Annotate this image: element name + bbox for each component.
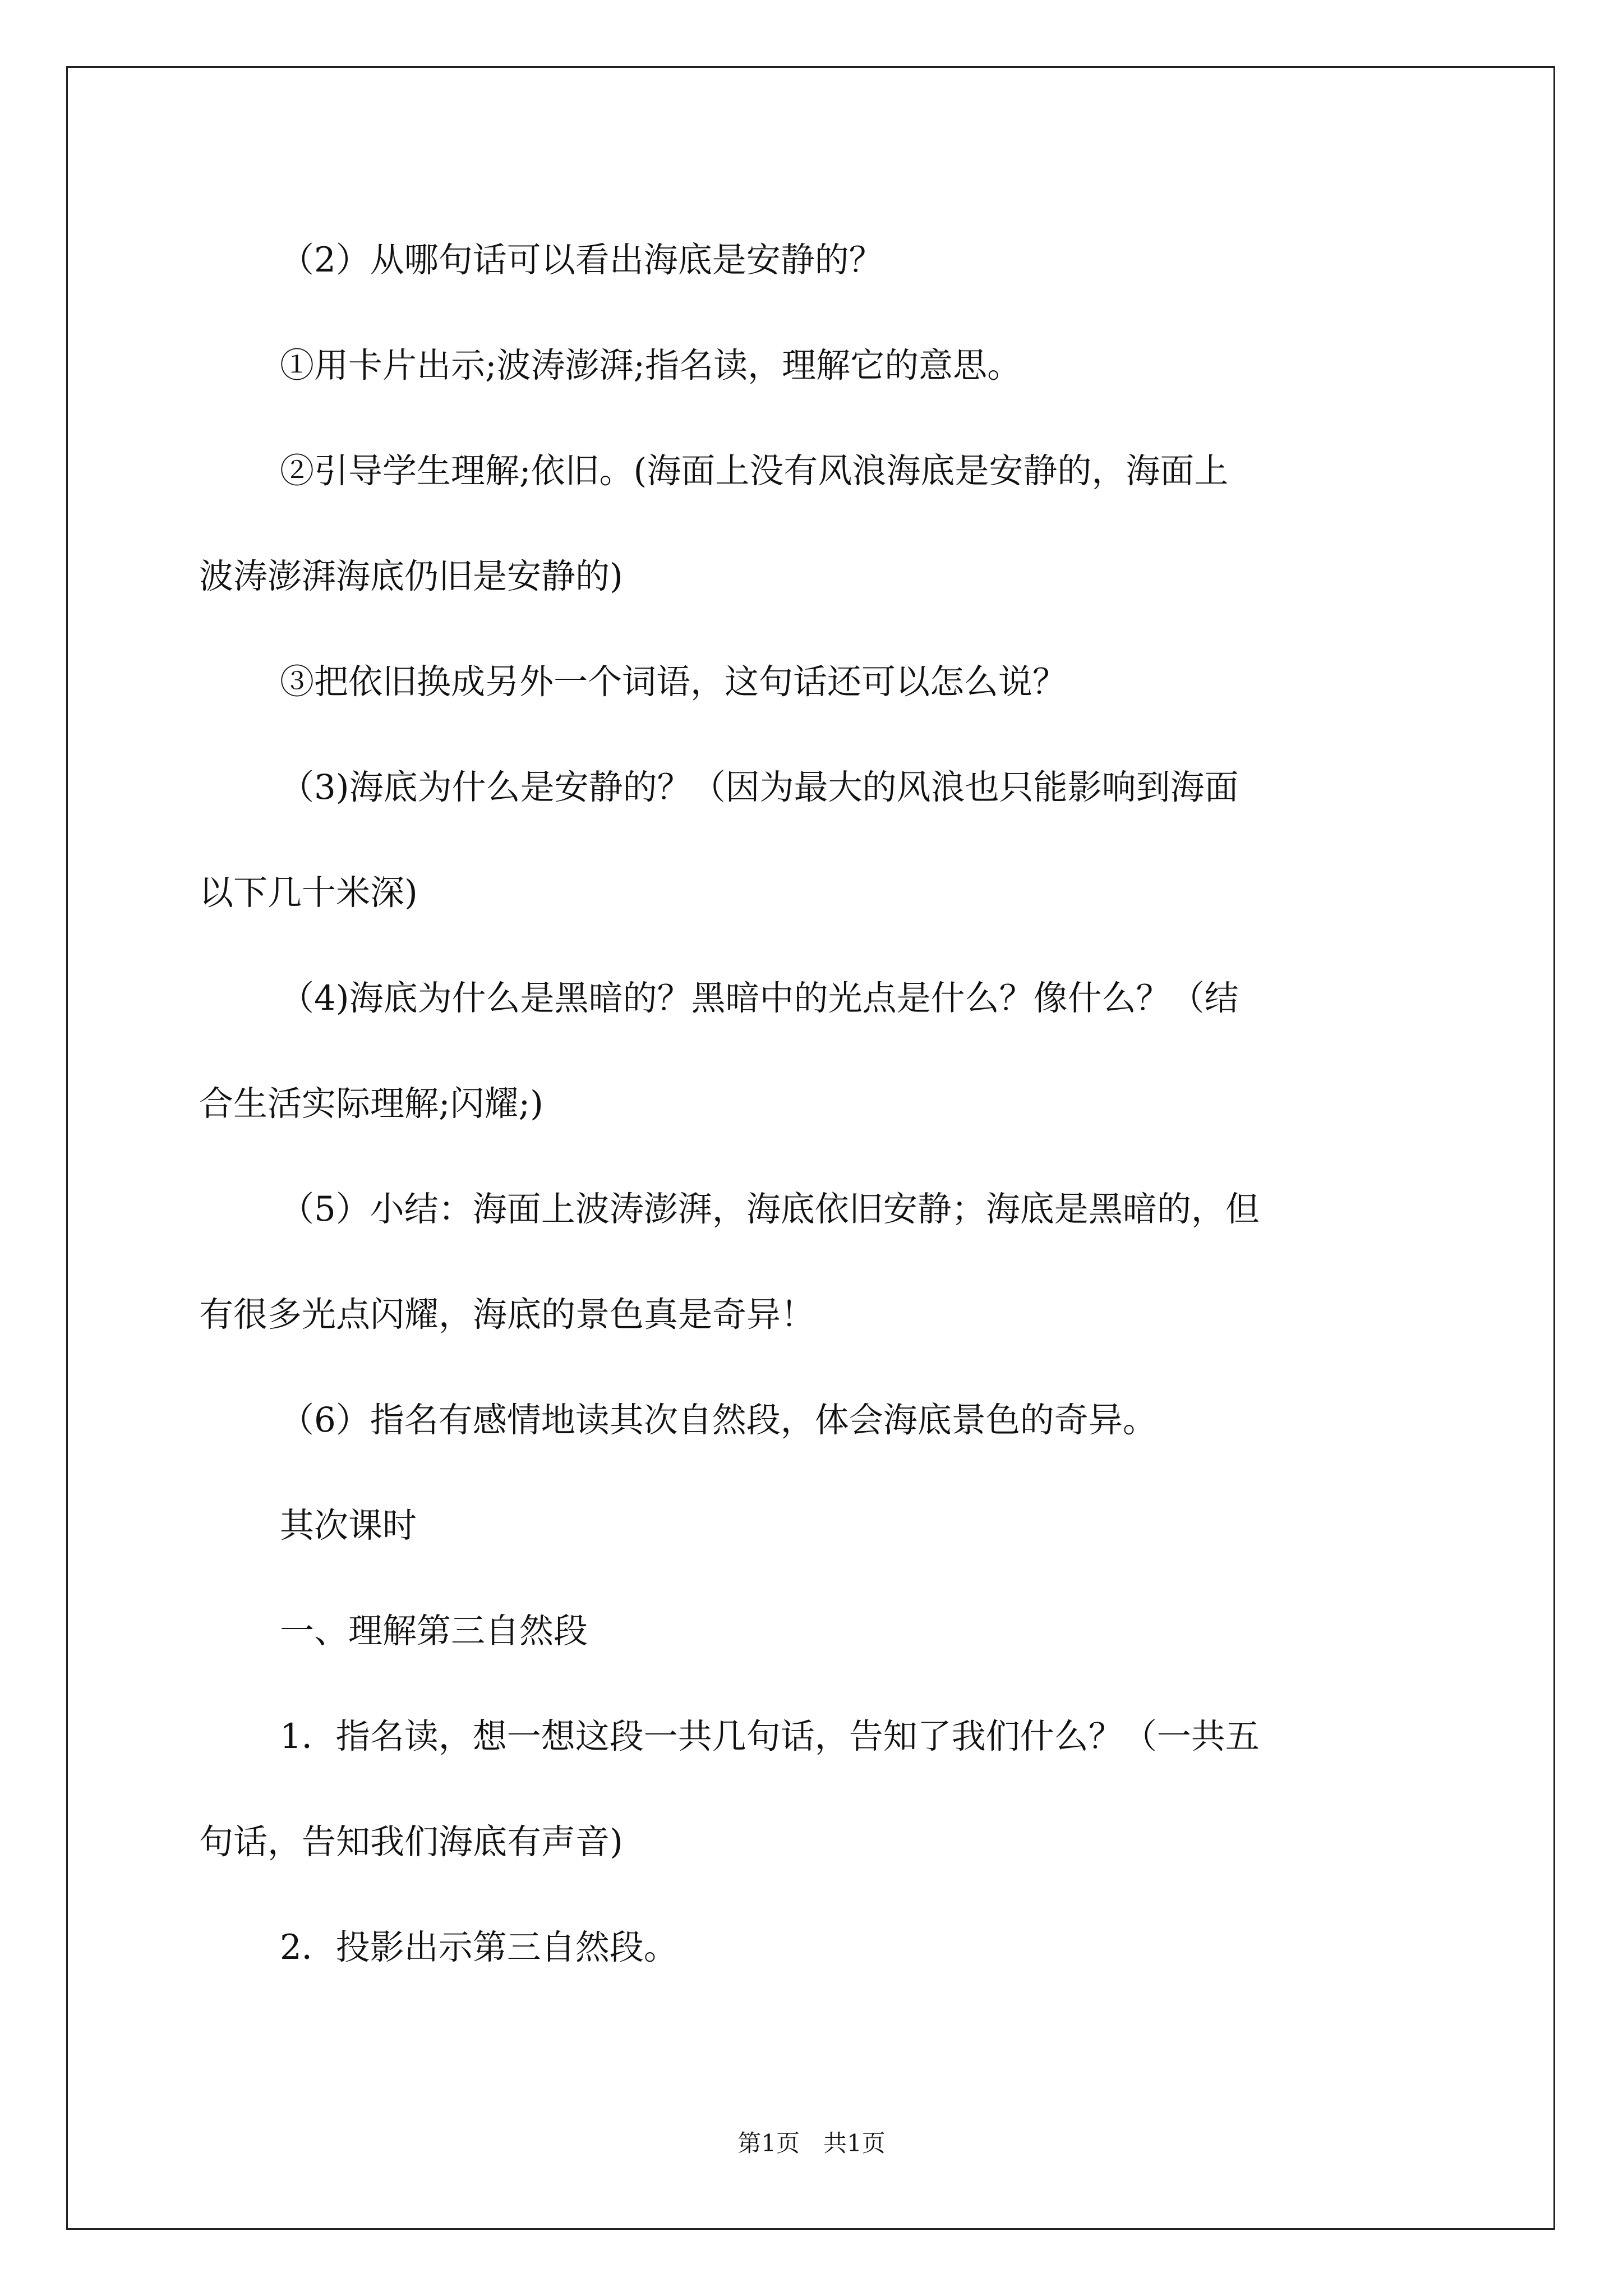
- section-heading-lesson: 其次课时: [280, 1506, 417, 1545]
- paragraph-1: （2）从哪句话可以看出海底是安静的？: [280, 240, 883, 280]
- paragraph-6: （4)海底为什么是黑暗的？黑暗中的光点是什么？像什么？（结: [280, 978, 1239, 1018]
- paragraph-9-continued: 句话，告知我们海底有声音): [199, 1822, 623, 1862]
- paragraph-6-continued: 合生活实际理解;闪耀;): [199, 1084, 543, 1124]
- paragraph-3: ②引导学生理解;依旧。(海面上没有风浪海底是安静的，海面上: [280, 451, 1229, 491]
- paragraph-5: （3)海底为什么是安静的？（因为最大的风浪也只能影响到海面: [280, 767, 1239, 807]
- paragraph-10: 2．投影出示第三自然段。: [280, 1927, 678, 1967]
- paragraph-8: （6）指名有感情地读其次自然段，体会海底景色的奇异。: [280, 1400, 1157, 1440]
- paragraph-7-continued: 有很多光点闪耀，海底的景色真是奇异！: [199, 1295, 815, 1335]
- section-heading-part-one: 一、理解第三自然段: [280, 1611, 588, 1651]
- paragraph-4: ③把依旧换成另外一个词语，这句话还可以怎么说？: [280, 662, 1067, 702]
- page-footer: 第1页 共1页: [737, 2129, 886, 2157]
- paragraph-7: （5）小结：海面上波涛澎湃，海底依旧安静；海底是黑暗的，但: [280, 1189, 1260, 1229]
- paragraph-5-continued: 以下几十米深): [199, 873, 418, 913]
- paragraph-3-continued: 波涛澎湃海底仍旧是安静的): [199, 556, 623, 596]
- paragraph-2: ①用卡片出示;波涛澎湃;指名读，理解它的意思。: [280, 346, 1022, 385]
- document-body: [199, 208, 1433, 2000]
- paragraph-9: 1．指名读，想一想这段一共几句话，告知了我们什么？（一共五: [280, 1717, 1260, 1756]
